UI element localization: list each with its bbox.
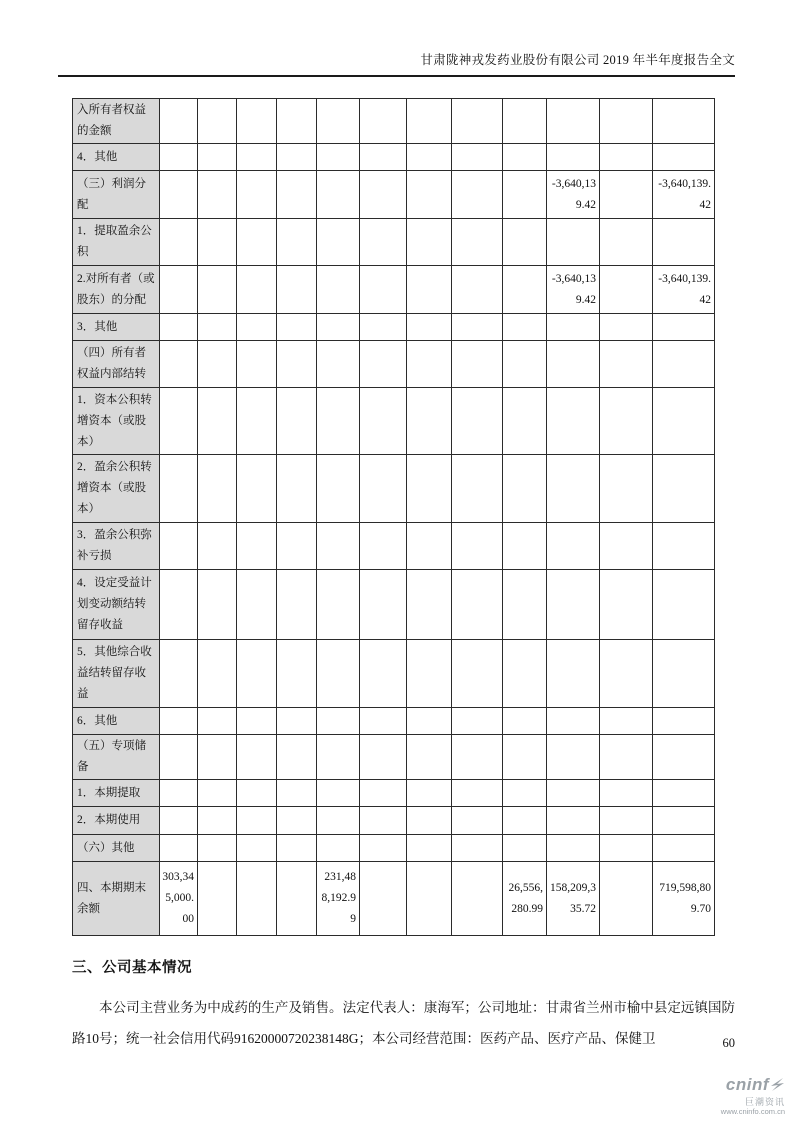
empty-cell bbox=[547, 640, 600, 708]
empty-cell bbox=[360, 314, 407, 341]
value-cell: -3,640,139.42 bbox=[653, 266, 715, 314]
empty-cell bbox=[277, 708, 317, 735]
equity-table bbox=[72, 98, 715, 936]
empty-cell bbox=[277, 523, 317, 570]
empty-cell bbox=[407, 455, 452, 523]
table-row bbox=[73, 735, 715, 780]
empty-cell bbox=[653, 708, 715, 735]
empty-cell bbox=[600, 144, 653, 171]
empty-cell bbox=[198, 266, 237, 314]
row-label: 入所有者权益的金额 bbox=[73, 99, 160, 144]
empty-cell bbox=[407, 144, 452, 171]
empty-cell bbox=[198, 523, 237, 570]
table-row bbox=[73, 570, 715, 640]
empty-cell bbox=[198, 341, 237, 388]
empty-cell bbox=[600, 219, 653, 266]
empty-cell bbox=[547, 99, 600, 144]
row-label: 3．盈余公积弥补亏损 bbox=[73, 523, 160, 570]
empty-cell bbox=[277, 455, 317, 523]
empty-cell bbox=[160, 314, 198, 341]
empty-cell bbox=[277, 735, 317, 780]
value-cell: 26,556,280.99 bbox=[503, 862, 547, 936]
empty-cell bbox=[452, 735, 503, 780]
empty-cell bbox=[237, 314, 277, 341]
cninfo-swoosh-icon bbox=[769, 1077, 785, 1097]
empty-cell bbox=[198, 708, 237, 735]
empty-cell bbox=[503, 735, 547, 780]
empty-cell bbox=[503, 144, 547, 171]
empty-cell bbox=[503, 99, 547, 144]
empty-cell bbox=[452, 266, 503, 314]
empty-cell bbox=[360, 780, 407, 807]
empty-cell bbox=[503, 708, 547, 735]
empty-cell bbox=[503, 807, 547, 835]
empty-cell bbox=[237, 266, 277, 314]
value-cell: 231,488,192.99 bbox=[317, 862, 360, 936]
empty-cell bbox=[360, 219, 407, 266]
empty-cell bbox=[600, 455, 653, 523]
empty-cell bbox=[360, 735, 407, 780]
empty-cell bbox=[198, 314, 237, 341]
empty-cell bbox=[198, 735, 237, 780]
cninfo-url: www.cninfo.com.cn bbox=[720, 1107, 785, 1117]
empty-cell bbox=[360, 455, 407, 523]
empty-cell bbox=[237, 523, 277, 570]
row-label: 1．资本公积转增资本（或股本） bbox=[73, 388, 160, 455]
empty-cell bbox=[317, 171, 360, 219]
cninfo-chinese-name: 巨潮资讯 bbox=[744, 1096, 785, 1107]
table-row bbox=[73, 388, 715, 455]
value-cell: -3,640,139.42 bbox=[547, 171, 600, 219]
empty-cell bbox=[407, 735, 452, 780]
empty-cell bbox=[653, 835, 715, 862]
empty-cell bbox=[547, 807, 600, 835]
empty-cell bbox=[317, 99, 360, 144]
empty-cell bbox=[317, 341, 360, 388]
empty-cell bbox=[317, 388, 360, 455]
empty-cell bbox=[360, 708, 407, 735]
empty-cell bbox=[160, 388, 198, 455]
empty-cell bbox=[452, 314, 503, 341]
empty-cell bbox=[407, 219, 452, 266]
empty-cell bbox=[407, 266, 452, 314]
row-label: （三）利润分配 bbox=[73, 171, 160, 219]
empty-cell bbox=[160, 523, 198, 570]
empty-cell bbox=[237, 455, 277, 523]
empty-cell bbox=[360, 99, 407, 144]
table-row bbox=[73, 171, 715, 219]
empty-cell bbox=[198, 780, 237, 807]
row-label: 1．本期提取 bbox=[73, 780, 160, 807]
empty-cell bbox=[198, 388, 237, 455]
empty-cell bbox=[407, 341, 452, 388]
empty-cell bbox=[160, 835, 198, 862]
empty-cell bbox=[547, 219, 600, 266]
empty-cell bbox=[600, 388, 653, 455]
empty-cell bbox=[317, 807, 360, 835]
empty-cell bbox=[237, 219, 277, 266]
empty-cell bbox=[452, 835, 503, 862]
row-label: （五）专项储备 bbox=[73, 735, 160, 780]
empty-cell bbox=[317, 780, 360, 807]
value-cell: 303,345,000.00 bbox=[160, 862, 198, 936]
empty-cell bbox=[503, 835, 547, 862]
empty-cell bbox=[653, 219, 715, 266]
cninfo-logo bbox=[707, 1076, 785, 1117]
empty-cell bbox=[198, 640, 237, 708]
empty-cell bbox=[653, 570, 715, 640]
row-label: 5．其他综合收益结转留存收益 bbox=[73, 640, 160, 708]
empty-cell bbox=[317, 144, 360, 171]
row-label: 6．其他 bbox=[73, 708, 160, 735]
value-cell: -3,640,139.42 bbox=[547, 266, 600, 314]
empty-cell bbox=[277, 388, 317, 455]
empty-cell bbox=[198, 862, 237, 936]
empty-cell bbox=[547, 341, 600, 388]
empty-cell bbox=[237, 640, 277, 708]
empty-cell bbox=[653, 99, 715, 144]
empty-cell bbox=[503, 266, 547, 314]
empty-cell bbox=[653, 144, 715, 171]
empty-cell bbox=[503, 171, 547, 219]
empty-cell bbox=[547, 708, 600, 735]
table-row bbox=[73, 862, 715, 936]
empty-cell bbox=[277, 835, 317, 862]
empty-cell bbox=[503, 219, 547, 266]
empty-cell bbox=[407, 171, 452, 219]
empty-cell bbox=[547, 735, 600, 780]
row-label: 2.对所有者（或股东）的分配 bbox=[73, 266, 160, 314]
empty-cell bbox=[160, 455, 198, 523]
empty-cell bbox=[237, 171, 277, 219]
empty-cell bbox=[317, 266, 360, 314]
empty-cell bbox=[452, 862, 503, 936]
empty-cell bbox=[317, 640, 360, 708]
row-label: 1．提取盈余公积 bbox=[73, 219, 160, 266]
empty-cell bbox=[653, 388, 715, 455]
table-row bbox=[73, 455, 715, 523]
empty-cell bbox=[277, 862, 317, 936]
row-label: 2．盈余公积转增资本（或股本） bbox=[73, 455, 160, 523]
empty-cell bbox=[198, 99, 237, 144]
empty-cell bbox=[317, 455, 360, 523]
empty-cell bbox=[407, 708, 452, 735]
empty-cell bbox=[237, 708, 277, 735]
empty-cell bbox=[160, 640, 198, 708]
empty-cell bbox=[407, 862, 452, 936]
empty-cell bbox=[317, 219, 360, 266]
empty-cell bbox=[160, 144, 198, 171]
empty-cell bbox=[547, 314, 600, 341]
empty-cell bbox=[160, 735, 198, 780]
empty-cell bbox=[452, 523, 503, 570]
empty-cell bbox=[317, 735, 360, 780]
row-label: 4．其他 bbox=[73, 144, 160, 171]
empty-cell bbox=[547, 144, 600, 171]
empty-cell bbox=[237, 835, 277, 862]
empty-cell bbox=[407, 314, 452, 341]
empty-cell bbox=[277, 570, 317, 640]
empty-cell bbox=[547, 523, 600, 570]
empty-cell bbox=[277, 807, 317, 835]
empty-cell bbox=[653, 780, 715, 807]
table-row bbox=[73, 807, 715, 835]
empty-cell bbox=[407, 780, 452, 807]
empty-cell bbox=[317, 314, 360, 341]
empty-cell bbox=[452, 780, 503, 807]
row-label: 2．本期使用 bbox=[73, 807, 160, 835]
row-label: 四、本期期末余额 bbox=[73, 862, 160, 936]
empty-cell bbox=[360, 807, 407, 835]
empty-cell bbox=[360, 640, 407, 708]
empty-cell bbox=[653, 523, 715, 570]
row-label: 4．设定受益计划变动额结转留存收益 bbox=[73, 570, 160, 640]
empty-cell bbox=[360, 570, 407, 640]
empty-cell bbox=[600, 523, 653, 570]
empty-cell bbox=[237, 862, 277, 936]
empty-cell bbox=[503, 388, 547, 455]
empty-cell bbox=[600, 314, 653, 341]
empty-cell bbox=[237, 99, 277, 144]
empty-cell bbox=[360, 523, 407, 570]
empty-cell bbox=[600, 807, 653, 835]
empty-cell bbox=[653, 640, 715, 708]
empty-cell bbox=[237, 735, 277, 780]
empty-cell bbox=[277, 780, 317, 807]
company-profile-paragraph: 本公司主营业务为中成药的生产及销售。法定代表人：康海军；公司地址：甘肃省兰州市榆中县定远镇国防路10号；统一社会信用代码91620000720238148G；本公司经营范围：医药产品、医疗产品、保健卫 bbox=[72, 1000, 735, 1046]
equity-table-body bbox=[73, 99, 715, 936]
empty-cell bbox=[452, 807, 503, 835]
report-title: 甘肃陇神戎发药业股份有限公司 2019 年半年度报告全文 bbox=[420, 53, 735, 67]
empty-cell bbox=[547, 388, 600, 455]
empty-cell bbox=[198, 835, 237, 862]
empty-cell bbox=[198, 570, 237, 640]
empty-cell bbox=[360, 388, 407, 455]
table-row bbox=[73, 144, 715, 171]
empty-cell bbox=[600, 171, 653, 219]
empty-cell bbox=[600, 862, 653, 936]
empty-cell bbox=[503, 341, 547, 388]
empty-cell bbox=[452, 455, 503, 523]
value-cell: 158,209,335.72 bbox=[547, 862, 600, 936]
empty-cell bbox=[198, 807, 237, 835]
table-row bbox=[73, 640, 715, 708]
empty-cell bbox=[503, 640, 547, 708]
empty-cell bbox=[360, 341, 407, 388]
table-row bbox=[73, 341, 715, 388]
empty-cell bbox=[452, 341, 503, 388]
empty-cell bbox=[600, 99, 653, 144]
empty-cell bbox=[198, 455, 237, 523]
empty-cell bbox=[237, 807, 277, 835]
empty-cell bbox=[160, 99, 198, 144]
empty-cell bbox=[237, 144, 277, 171]
empty-cell bbox=[547, 780, 600, 807]
empty-cell bbox=[600, 708, 653, 735]
empty-cell bbox=[360, 266, 407, 314]
empty-cell bbox=[503, 780, 547, 807]
empty-cell bbox=[160, 708, 198, 735]
empty-cell bbox=[160, 171, 198, 219]
empty-cell bbox=[452, 570, 503, 640]
empty-cell bbox=[160, 807, 198, 835]
empty-cell bbox=[317, 523, 360, 570]
empty-cell bbox=[653, 807, 715, 835]
empty-cell bbox=[160, 570, 198, 640]
empty-cell bbox=[600, 735, 653, 780]
empty-cell bbox=[237, 341, 277, 388]
empty-cell bbox=[160, 780, 198, 807]
empty-cell bbox=[277, 640, 317, 708]
table-row bbox=[73, 266, 715, 314]
table-row bbox=[73, 99, 715, 144]
empty-cell bbox=[547, 835, 600, 862]
table-row bbox=[73, 219, 715, 266]
empty-cell bbox=[160, 266, 198, 314]
table-row bbox=[73, 523, 715, 570]
empty-cell bbox=[653, 455, 715, 523]
empty-cell bbox=[160, 219, 198, 266]
empty-cell bbox=[317, 570, 360, 640]
empty-cell bbox=[360, 171, 407, 219]
empty-cell bbox=[277, 341, 317, 388]
row-label: 3．其他 bbox=[73, 314, 160, 341]
table-row bbox=[73, 314, 715, 341]
empty-cell bbox=[277, 314, 317, 341]
empty-cell bbox=[360, 835, 407, 862]
empty-cell bbox=[600, 266, 653, 314]
empty-cell bbox=[317, 835, 360, 862]
empty-cell bbox=[198, 171, 237, 219]
empty-cell bbox=[653, 735, 715, 780]
empty-cell bbox=[407, 388, 452, 455]
table-row bbox=[73, 780, 715, 807]
empty-cell bbox=[407, 835, 452, 862]
empty-cell bbox=[452, 171, 503, 219]
empty-cell bbox=[452, 99, 503, 144]
empty-cell bbox=[407, 570, 452, 640]
row-label: （四）所有者权益内部结转 bbox=[73, 341, 160, 388]
empty-cell bbox=[600, 780, 653, 807]
empty-cell bbox=[452, 144, 503, 171]
cninfo-brand-text: cninf bbox=[725, 1075, 769, 1094]
value-cell: 719,598,809.70 bbox=[653, 862, 715, 936]
empty-cell bbox=[452, 388, 503, 455]
page-number: 60 bbox=[722, 1036, 735, 1050]
empty-cell bbox=[277, 219, 317, 266]
empty-cell bbox=[237, 388, 277, 455]
empty-cell bbox=[237, 570, 277, 640]
page-header bbox=[58, 50, 735, 77]
empty-cell bbox=[277, 171, 317, 219]
empty-cell bbox=[317, 708, 360, 735]
section-heading: 三、公司基本情况 bbox=[72, 960, 192, 976]
empty-cell bbox=[277, 99, 317, 144]
table-row bbox=[73, 708, 715, 735]
empty-cell bbox=[653, 314, 715, 341]
empty-cell bbox=[653, 341, 715, 388]
empty-cell bbox=[547, 570, 600, 640]
empty-cell bbox=[452, 708, 503, 735]
empty-cell bbox=[407, 640, 452, 708]
empty-cell bbox=[237, 780, 277, 807]
value-cell: -3,640,139.42 bbox=[653, 171, 715, 219]
empty-cell bbox=[277, 266, 317, 314]
empty-cell bbox=[407, 99, 452, 144]
empty-cell bbox=[547, 455, 600, 523]
empty-cell bbox=[452, 640, 503, 708]
empty-cell bbox=[277, 144, 317, 171]
empty-cell bbox=[452, 219, 503, 266]
empty-cell bbox=[503, 314, 547, 341]
empty-cell bbox=[407, 807, 452, 835]
empty-cell bbox=[503, 523, 547, 570]
empty-cell bbox=[360, 144, 407, 171]
row-label: （六）其他 bbox=[73, 835, 160, 862]
empty-cell bbox=[160, 341, 198, 388]
empty-cell bbox=[407, 523, 452, 570]
empty-cell bbox=[600, 640, 653, 708]
empty-cell bbox=[600, 835, 653, 862]
empty-cell bbox=[198, 219, 237, 266]
empty-cell bbox=[198, 144, 237, 171]
empty-cell bbox=[503, 455, 547, 523]
empty-cell bbox=[503, 570, 547, 640]
empty-cell bbox=[600, 341, 653, 388]
empty-cell bbox=[360, 862, 407, 936]
table-row bbox=[73, 835, 715, 862]
empty-cell bbox=[600, 570, 653, 640]
